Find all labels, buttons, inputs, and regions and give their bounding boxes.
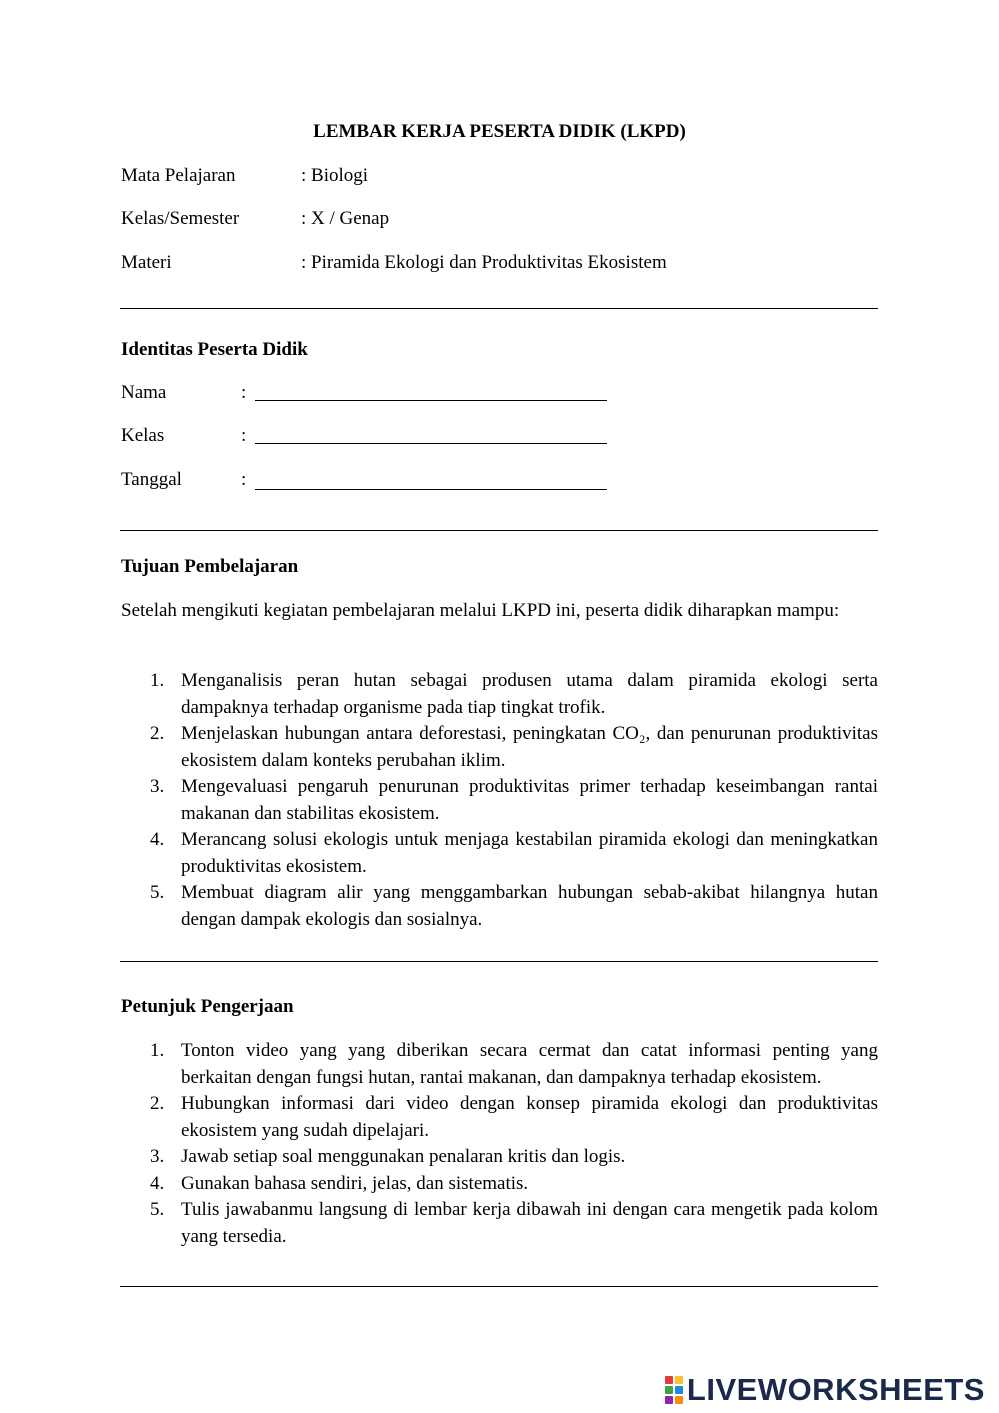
list-item [150,1144,878,1171]
name-label: Nama [121,382,167,403]
meta-value-subject: : Biologi [301,165,369,186]
list-item [150,880,878,933]
list-text: Tulis jawabanmu langsung di lembar kerja dibawah ini dengan cara mengetik pada kolom yang tersedia. [181,1199,878,1247]
list-number: 1. [150,1040,165,1061]
divider [120,530,878,531]
list-item [150,1197,878,1250]
list-item [150,1091,878,1144]
meta-label-class-semester: Kelas/Semester [121,208,240,229]
goals-intro: Setelah mengikuti kegiatan pembelajaran melalui LKPD ini, peserta didik diharapkan mampu: [121,600,840,621]
date-colon: : [241,469,247,490]
list-number: 3. [150,776,165,797]
list-text: Menganalisis peran hutan sebagai produsen utama dalam piramida ekologi serta dampaknya terhadap organisme pada tiap tingkat trofik. [181,670,878,718]
logo-block [665,1396,673,1404]
meta-label-material: Materi [121,252,172,273]
name-colon: : [241,382,247,403]
list-number: 4. [150,1172,165,1194]
instructions-list [150,1038,878,1250]
goals-list [150,668,878,933]
logo-block [675,1376,683,1384]
logo-block [665,1386,673,1394]
class-label: Kelas [121,425,165,446]
list-text: Mengevaluasi pengaruh penurunan produktivitas primer terhadap keseimbangan rantai makanan dan stabilitas ekosistem. [181,776,878,824]
list-number: 4. [150,829,165,850]
meta-value-class-semester: : X / Genap [301,208,390,229]
liveworksheets-logo [665,1372,985,1408]
list-text: Hubungkan informasi dari video dengan konsep piramida ekologi dan produktivitas ekosistem yang sudah dipelajari. [181,1093,878,1141]
class-blank-line [255,443,607,444]
date-blank-line [255,489,607,490]
logo-block [675,1396,683,1404]
logo-text: LIVEWORKSHEETS [686,1372,985,1407]
list-item [150,774,878,827]
meta-value-material: : Piramida Ekologi dan Produktivitas Ekosistem [301,252,667,273]
identity-heading: Identitas Peserta Didik [121,339,308,360]
list-text: Membuat diagram alir yang menggambarkan hubungan sebab-akibat hilangnya hutan dengan dampak ekologis dan sosialnya. [181,882,878,930]
list-number: 2. [150,1093,165,1114]
meta-label-subject: Mata Pelajaran [121,165,236,186]
page-title: LEMBAR KERJA PESERTA DIDIK (LKPD) [313,121,686,142]
logo-blocks-icon [665,1376,683,1404]
divider [120,1286,878,1287]
list-item [150,1171,878,1198]
list-item [150,721,878,774]
logo-block [675,1386,683,1394]
list-text: Jawab setiap soal menggunakan penalaran kritis dan logis. [181,1146,626,1167]
divider [120,961,878,962]
instructions-heading: Petunjuk Pengerjaan [121,996,294,1017]
goals-heading: Tujuan Pembelajaran [121,556,299,577]
list-text: Gunakan bahasa sendiri, jelas, dan sistematis. [181,1172,529,1194]
list-text: Merancang solusi ekologis untuk menjaga kestabilan piramida ekologi dan meningkatkan produktivitas ekosistem. [181,829,878,877]
list-number: 5. [150,1199,165,1220]
list-number: 3. [150,1146,165,1167]
list-number: 1. [150,670,165,691]
list-text: Menjelaskan hubungan antara deforestasi, peningkatan CO₂, dan penurunan produktivitas ekosistem dalam konteks perubahan iklim. [181,723,878,771]
class-colon: : [241,425,247,446]
divider [120,308,878,309]
list-number: 2. [150,723,165,744]
name-blank-line [255,400,607,401]
list-number: 5. [150,882,165,903]
date-label: Tanggal [121,469,182,490]
list-item [150,668,878,721]
logo-block [665,1376,673,1384]
list-item [150,1038,878,1091]
list-text: Tonton video yang yang diberikan secara cermat dan catat informasi penting yang berkaitan dengan fungsi hutan, rantai makanan, dan dampaknya terhadap ekosistem. [181,1040,878,1088]
list-item [150,827,878,880]
